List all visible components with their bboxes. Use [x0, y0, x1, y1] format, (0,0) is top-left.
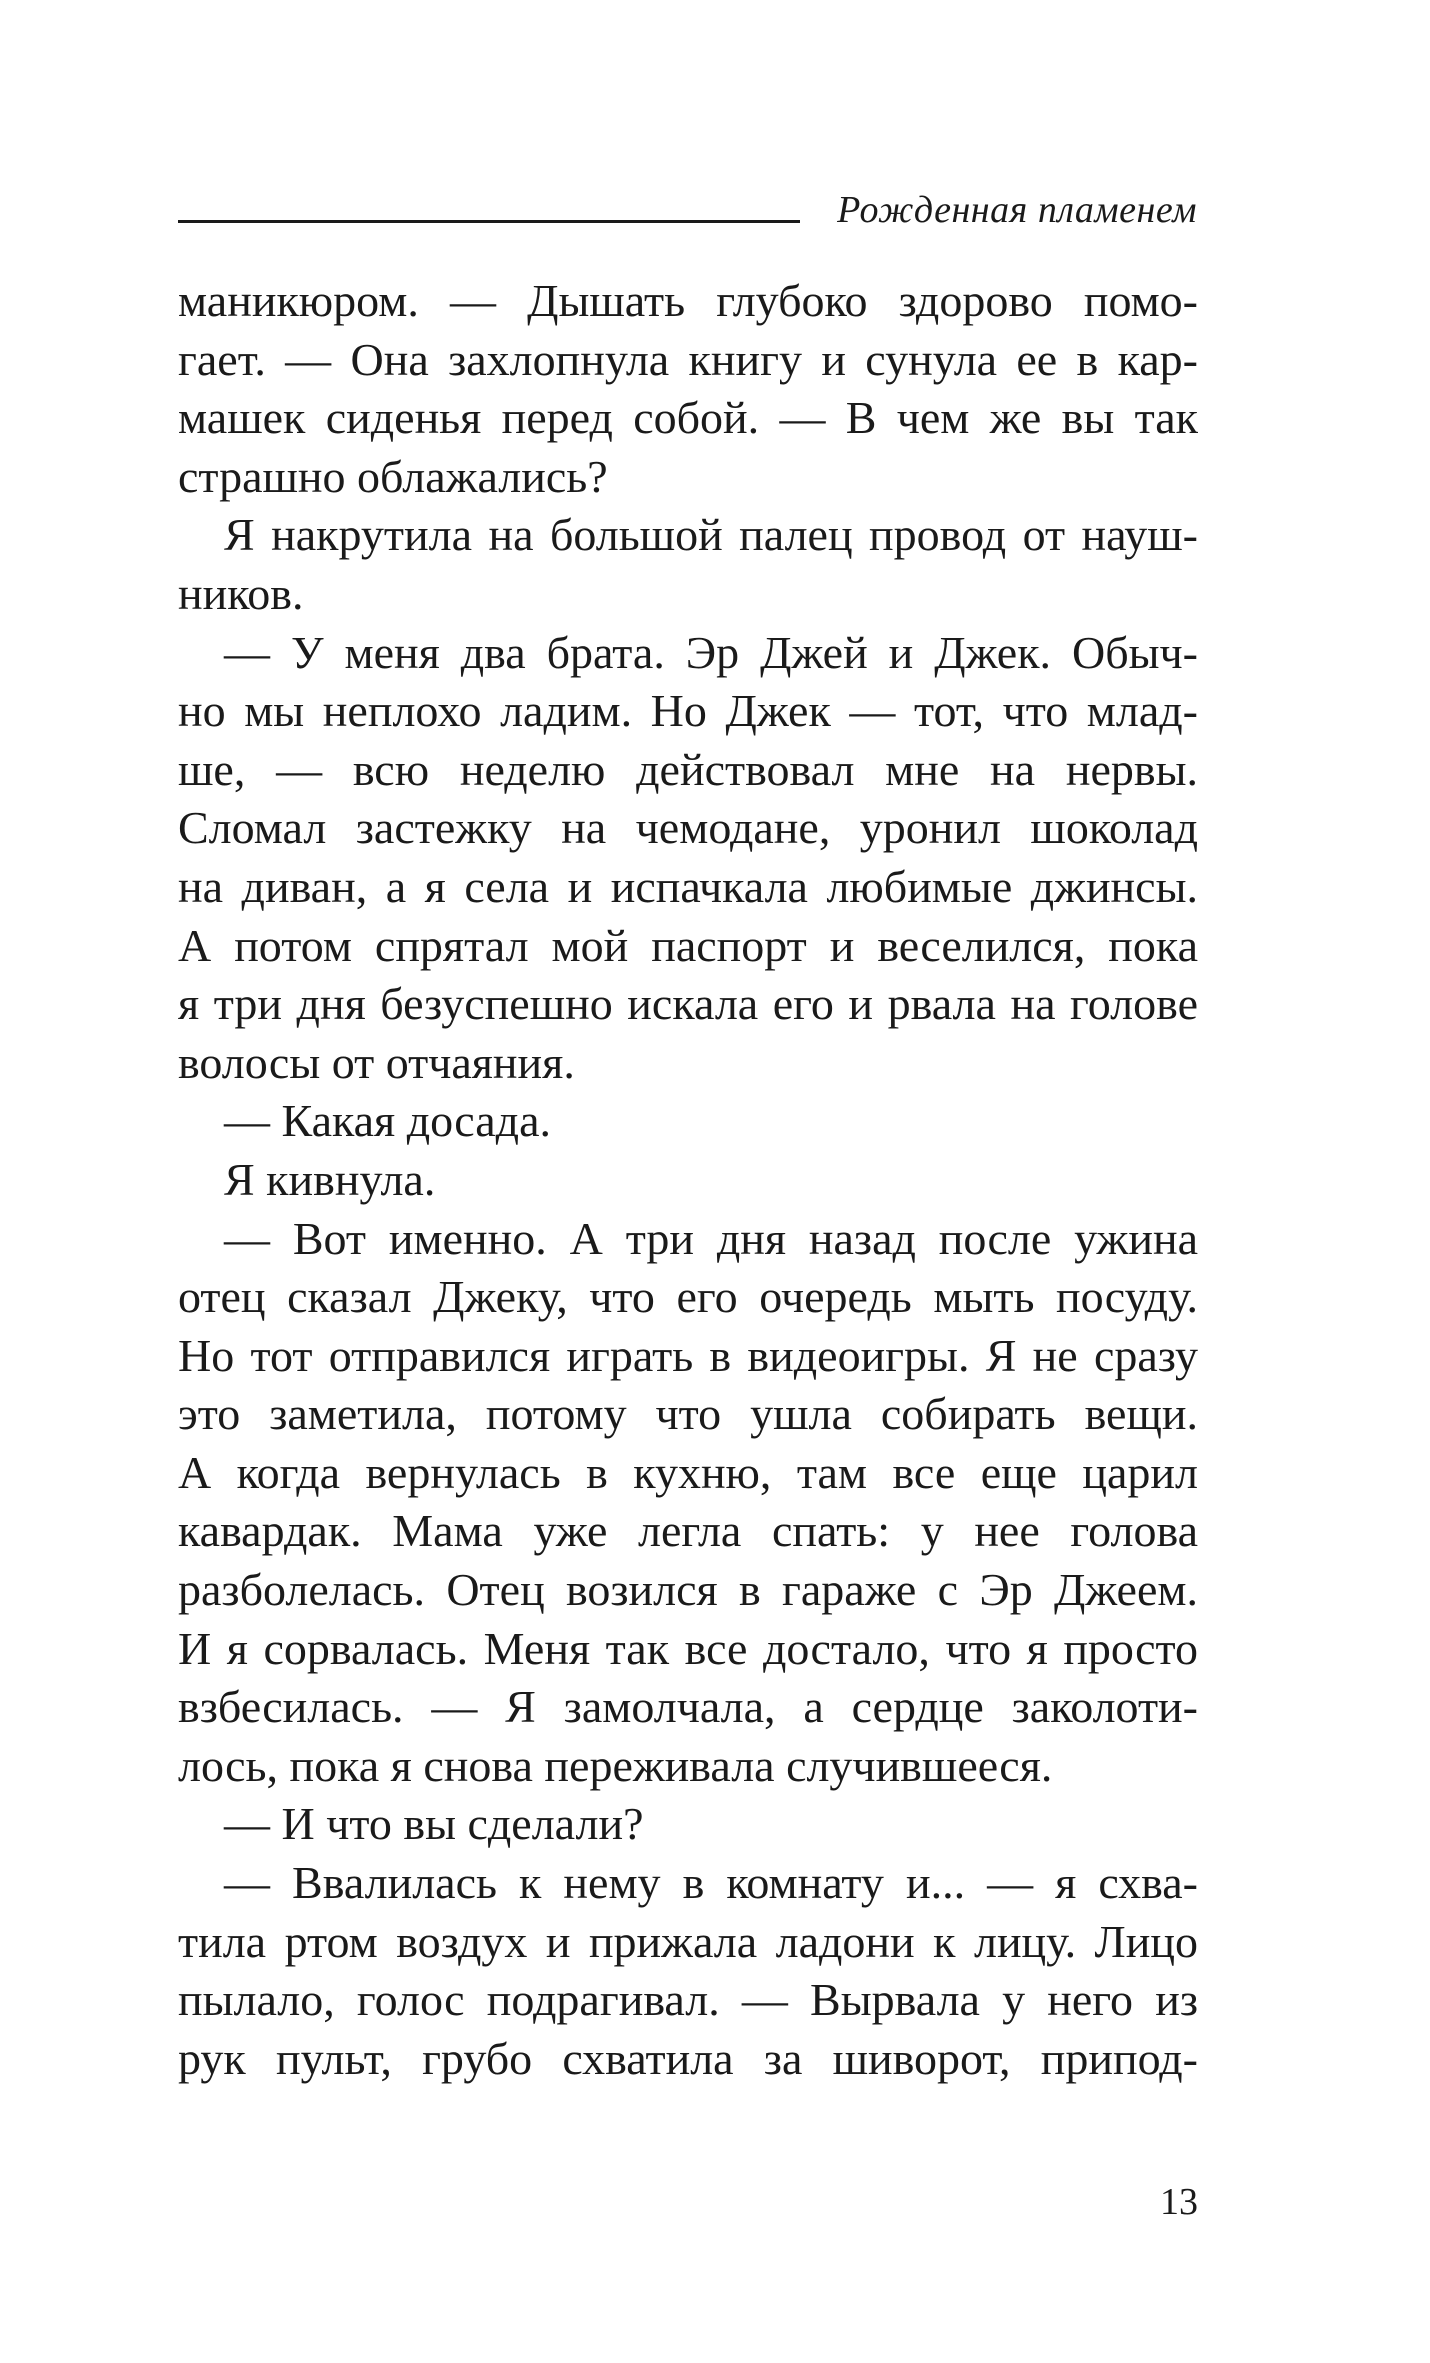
text-line: гает. — Она захлопнула книгу и сунула ее в кар-	[178, 333, 1198, 385]
text-line: на диван, а я села и испачкала любимые джинсы.	[178, 860, 1198, 912]
text-line: — Ввалилась к нему в комнату и... — я схва-	[224, 1857, 1198, 1909]
text-line: — Вот именно. А три дня назад после ужина	[224, 1212, 1198, 1264]
text-line: отец сказал Джеку, что его очередь мыть посуду.	[178, 1271, 1198, 1323]
body-text	[178, 272, 1198, 2088]
text-line: пылало, голос подрагивал. — Вырвала у него из	[178, 1974, 1198, 2026]
text-line: Но тот отправился играть в видеоигры. Я не сразу	[178, 1329, 1198, 1381]
text-line: волосы от отчаяния.	[178, 1036, 575, 1088]
text-line: это заметила, потому что ушла собирать вещи.	[178, 1388, 1198, 1440]
text-line: И я сорвалась. Меня так все достало, что я просто	[178, 1622, 1198, 1674]
text-line: лось, пока я снова переживала случившееся.	[178, 1739, 1053, 1791]
text-line: я три дня безуспешно искала его и рвала на голове	[178, 978, 1198, 1030]
text-line: — Какая досада.	[224, 1095, 551, 1147]
text-line: разболелась. Отец возился в гараже с Эр Джеем.	[178, 1564, 1198, 1616]
text-line: рук пульт, грубо схватила за шиворот, припод-	[178, 2032, 1198, 2084]
running-head: Рожденная пламенем	[837, 189, 1197, 231]
text-line: ников.	[178, 567, 304, 619]
text-line: страшно облажались?	[178, 450, 608, 502]
page-number: 13	[1160, 2181, 1198, 2223]
text-line: — И что вы сделали?	[224, 1798, 644, 1850]
text-line: А когда вернулась в кухню, там все еще царил	[178, 1446, 1198, 1498]
text-line: А потом спрятал мой паспорт и веселился, пока	[178, 919, 1198, 971]
text-line: взбесилась. — Я замолчала, а сердце заколоти-	[178, 1681, 1198, 1733]
text-line: — У меня два брата. Эр Джей и Джек. Обыч-	[224, 626, 1198, 678]
text-line: кавардак. Мама уже легла спать: у нее голова	[178, 1505, 1198, 1557]
text-line: но мы неплохо ладим. Но Джек — тот, что млад-	[178, 685, 1198, 737]
text-line: маникюром. — Дышать глубоко здорово помо-	[178, 275, 1198, 326]
header-rule	[178, 220, 800, 223]
text-line: машек сиденья перед собой. — В чем же вы так	[178, 392, 1198, 444]
text-line: Я кивнула.	[224, 1153, 436, 1205]
text-line: тила ртом воздух и прижала ладони к лицу. Лицо	[178, 1915, 1198, 1967]
text-line: Я накрутила на большой палец провод от науш-	[224, 509, 1198, 561]
text-line: ше, — всю неделю действовал мне на нервы.	[178, 743, 1198, 795]
text-line: Сломал застежку на чемодане, уронил шоколад	[178, 802, 1198, 854]
